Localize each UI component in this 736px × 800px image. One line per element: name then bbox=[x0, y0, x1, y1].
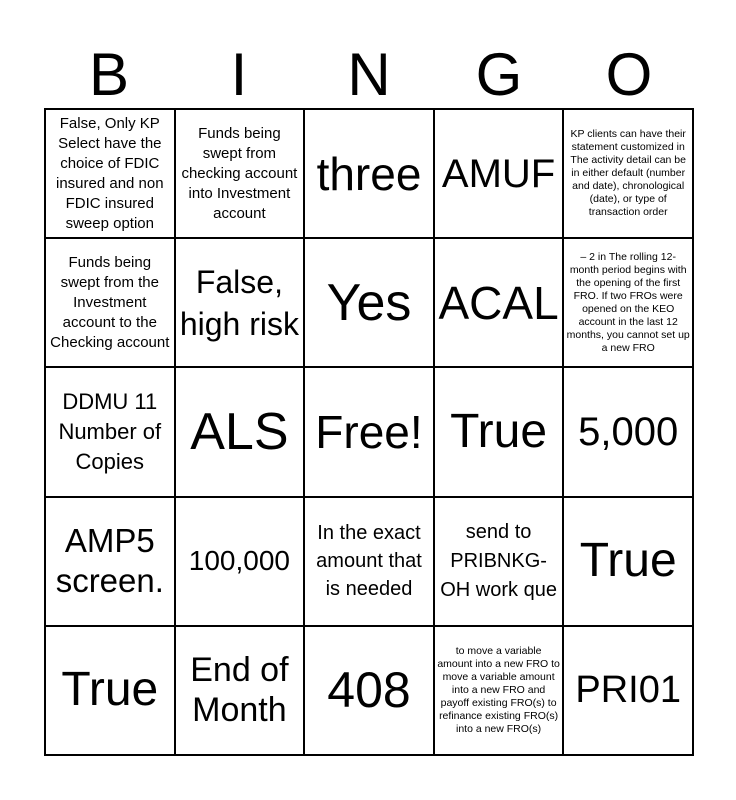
cell-text: Funds being swept from the Investment account to the Checking account bbox=[50, 253, 170, 351]
cell-text: Yes bbox=[326, 273, 412, 332]
bingo-cell-r3-c1[interactable] bbox=[45, 367, 175, 496]
bingo-cell-r2-c4[interactable] bbox=[434, 238, 564, 367]
header-letter-o: O bbox=[605, 41, 653, 108]
bingo-cell-r1-c2[interactable] bbox=[175, 109, 305, 238]
cell-text: send to PRIBNKG-OH work que bbox=[440, 520, 557, 601]
cell-text: KP clients can have their statement customized in The activity detail can be in either default (number and date), chronological (date), or type of transaction order bbox=[570, 128, 686, 219]
bingo-cell-r5-c2[interactable] bbox=[175, 626, 305, 755]
cell-text: AMUF bbox=[441, 151, 556, 196]
bingo-cell-r5-c4[interactable] bbox=[434, 626, 564, 755]
bingo-cell-r3-c2[interactable] bbox=[175, 367, 305, 496]
bingo-cell-r1-c5[interactable] bbox=[563, 109, 693, 238]
cell-text: 100,000 bbox=[188, 545, 290, 577]
header-letter-n: N bbox=[347, 41, 391, 108]
cell-text: ACAL bbox=[438, 276, 559, 329]
bingo-cell-r4-c4[interactable] bbox=[434, 497, 564, 626]
cell-text: False, Only KP Select have the choice of FDIC insured and non FDIC insured sweep option bbox=[56, 114, 164, 232]
bingo-cell-r3-c4[interactable] bbox=[434, 367, 564, 496]
cell-text: AMP5 screen. bbox=[55, 522, 164, 600]
cell-text: True bbox=[61, 663, 159, 717]
bingo-cell-r3-c3[interactable] bbox=[304, 367, 434, 496]
bingo-cell-r2-c3[interactable] bbox=[304, 238, 434, 367]
bingo-cell-r1-c4[interactable] bbox=[434, 109, 564, 238]
bingo-cell-r4-c5[interactable] bbox=[563, 497, 693, 626]
bingo-cell-r5-c5[interactable] bbox=[563, 626, 693, 755]
cell-text: False, high risk bbox=[179, 263, 299, 342]
cell-text: to move a variable amount into a new FRO to move a variable amount into a new FRO and payoff existing FRO(s) to refinance existing FRO(s) into a new FRO(s) bbox=[437, 644, 560, 735]
bingo-cell-r2-c2[interactable] bbox=[175, 238, 305, 367]
cell-text: True bbox=[450, 404, 548, 458]
cell-text: DDMU 11 Number of Copies bbox=[58, 388, 162, 474]
bingo-cell-r2-c5[interactable] bbox=[563, 238, 693, 367]
cell-text: End of Month bbox=[190, 651, 289, 730]
cell-text: – 2 in The rolling 12-month period begins with the opening of the first FRO. If two FROs were opened on the KEO account in the last 12 months, you cannot set up a new FRO bbox=[566, 250, 690, 354]
bingo-cell-r4-c1[interactable] bbox=[45, 497, 175, 626]
bingo-cell-r4-c2[interactable] bbox=[175, 497, 305, 626]
header-letter-b: B bbox=[88, 41, 130, 108]
bingo-cell-r1-c1[interactable] bbox=[45, 109, 175, 238]
bingo-header bbox=[44, 40, 694, 110]
cell-text: 5,000 bbox=[578, 409, 679, 454]
cell-text: In the exact amount that is needed bbox=[316, 522, 422, 601]
cell-text: three bbox=[316, 147, 422, 200]
bingo-cell-r3-c5[interactable] bbox=[563, 367, 693, 496]
bingo-cell-r4-c3[interactable] bbox=[304, 497, 434, 626]
cell-text: Free! bbox=[315, 405, 423, 458]
cell-text: 408 bbox=[327, 662, 411, 719]
cell-text: True bbox=[579, 534, 677, 588]
cell-text: ALS bbox=[190, 402, 289, 461]
header-letter-g: G bbox=[475, 41, 523, 108]
bingo-board bbox=[44, 108, 694, 756]
cell-text: PRI01 bbox=[575, 669, 681, 712]
bingo-cell-r5-c1[interactable] bbox=[45, 626, 175, 755]
bingo-cell-r5-c3[interactable] bbox=[304, 626, 434, 755]
cell-text: Funds being swept from checking account into Investment account bbox=[181, 124, 298, 222]
bingo-cell-r2-c1[interactable] bbox=[45, 238, 175, 367]
header-letter-i: I bbox=[230, 41, 248, 108]
bingo-cell-r1-c3[interactable] bbox=[304, 109, 434, 238]
